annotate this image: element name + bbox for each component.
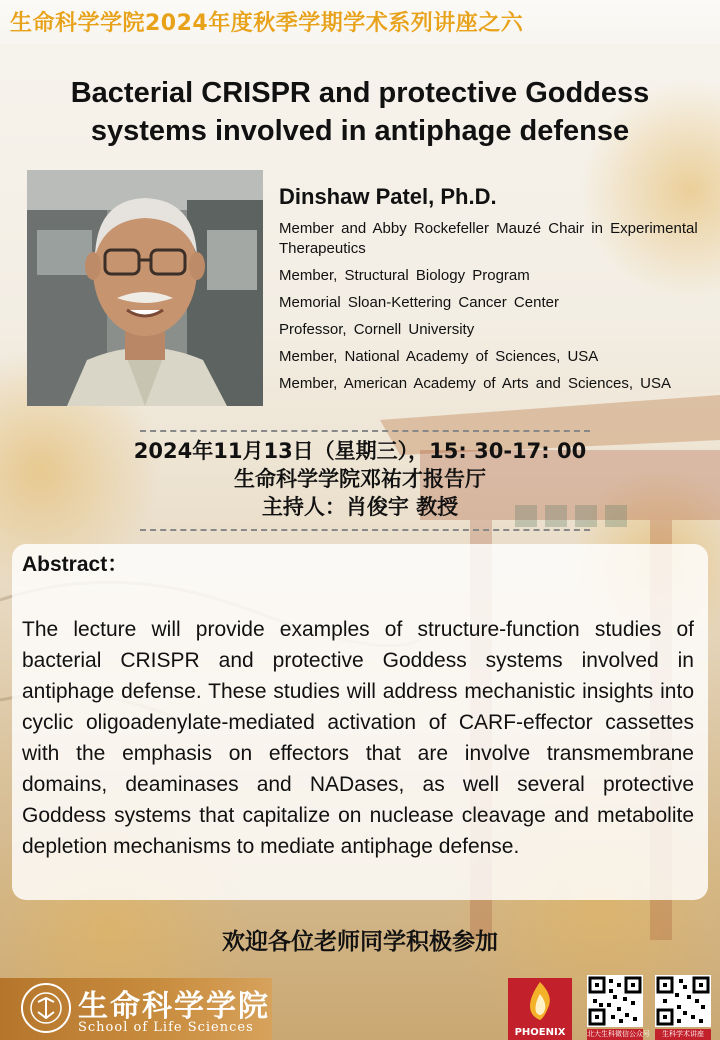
event-venue: 生命科学学院邓祐才报告厅 xyxy=(234,467,486,491)
school-name-zh: 生命科学学院 xyxy=(78,989,270,1024)
affiliation-item: Professor, Cornell University xyxy=(279,321,475,338)
qr-caption-wechat: 北大生科微信公众号 xyxy=(587,1030,650,1038)
school-name-en: School of Life Sciences xyxy=(78,1020,254,1035)
abstract-text: The lecture will provide examples of structure-function studies of bacterial CRISPR and protective Goddess systems involved in antiphage defense. These studies will address mechanistic insights into cyclic oligoadenylate-mediated activation of CARF-effector cassettes with the emphasis on effectors that are involve transmembrane domains, deaminases and NADases, as well several protective Goddess systems that capitalize on nuclease cleavage and metabolite depletion mechanisms to mediate antiphage defense. xyxy=(22,618,694,858)
phoenix-logo xyxy=(508,978,572,1040)
affiliation-item: Member and Abby Rockefeller Mauzé Chair in Experimental Therapeutics xyxy=(279,220,698,257)
event-host: 主持人：肖俊宇 教授 xyxy=(261,495,459,519)
affiliation-item: Member, American Academy of Arts and Sciences, USA xyxy=(279,375,672,392)
school-logo xyxy=(0,978,272,1040)
talk-title-line-1: Bacterial CRISPR and protective Goddess xyxy=(70,77,650,109)
talk-title xyxy=(20,74,700,150)
qr-code-wechat xyxy=(587,975,643,1027)
qr-caption-lectures: 生科学术讲座 xyxy=(655,1029,711,1040)
divider-top xyxy=(140,430,590,432)
event-datetime: 2024年11月13日（星期三），15: 30-17: 00 xyxy=(133,439,587,463)
event-info xyxy=(60,437,660,521)
affiliation-item: Member, Structural Biology Program xyxy=(279,267,530,284)
speaker-affiliations xyxy=(279,219,715,401)
phoenix-label: PHOENIX xyxy=(514,1027,566,1038)
header-banner xyxy=(0,0,720,44)
speaker-name: Dinshaw Patel, Ph.D. xyxy=(279,184,497,209)
affiliation-item: Memorial Sloan-Kettering Cancer Center xyxy=(279,294,559,311)
welcome-message: 欢迎各位老师同学积极参加 xyxy=(222,929,498,955)
affiliation-item: Member, National Academy of Sciences, USA xyxy=(279,348,599,365)
qr-code-icon xyxy=(655,975,711,1027)
university-seal-icon xyxy=(20,982,72,1034)
series-title: 生命科学学院2024年度秋季学期学术系列讲座之六 xyxy=(10,11,524,36)
speaker-photo xyxy=(27,170,263,406)
abstract-heading: Abstract： xyxy=(22,553,129,576)
divider-bottom xyxy=(140,529,590,531)
talk-title-line-2: systems involved in antiphage defense xyxy=(90,115,630,147)
qr-code-icon xyxy=(587,975,643,1027)
qr-code-lectures xyxy=(655,975,711,1027)
flame-icon xyxy=(508,978,572,1026)
abstract-panel xyxy=(12,544,708,900)
